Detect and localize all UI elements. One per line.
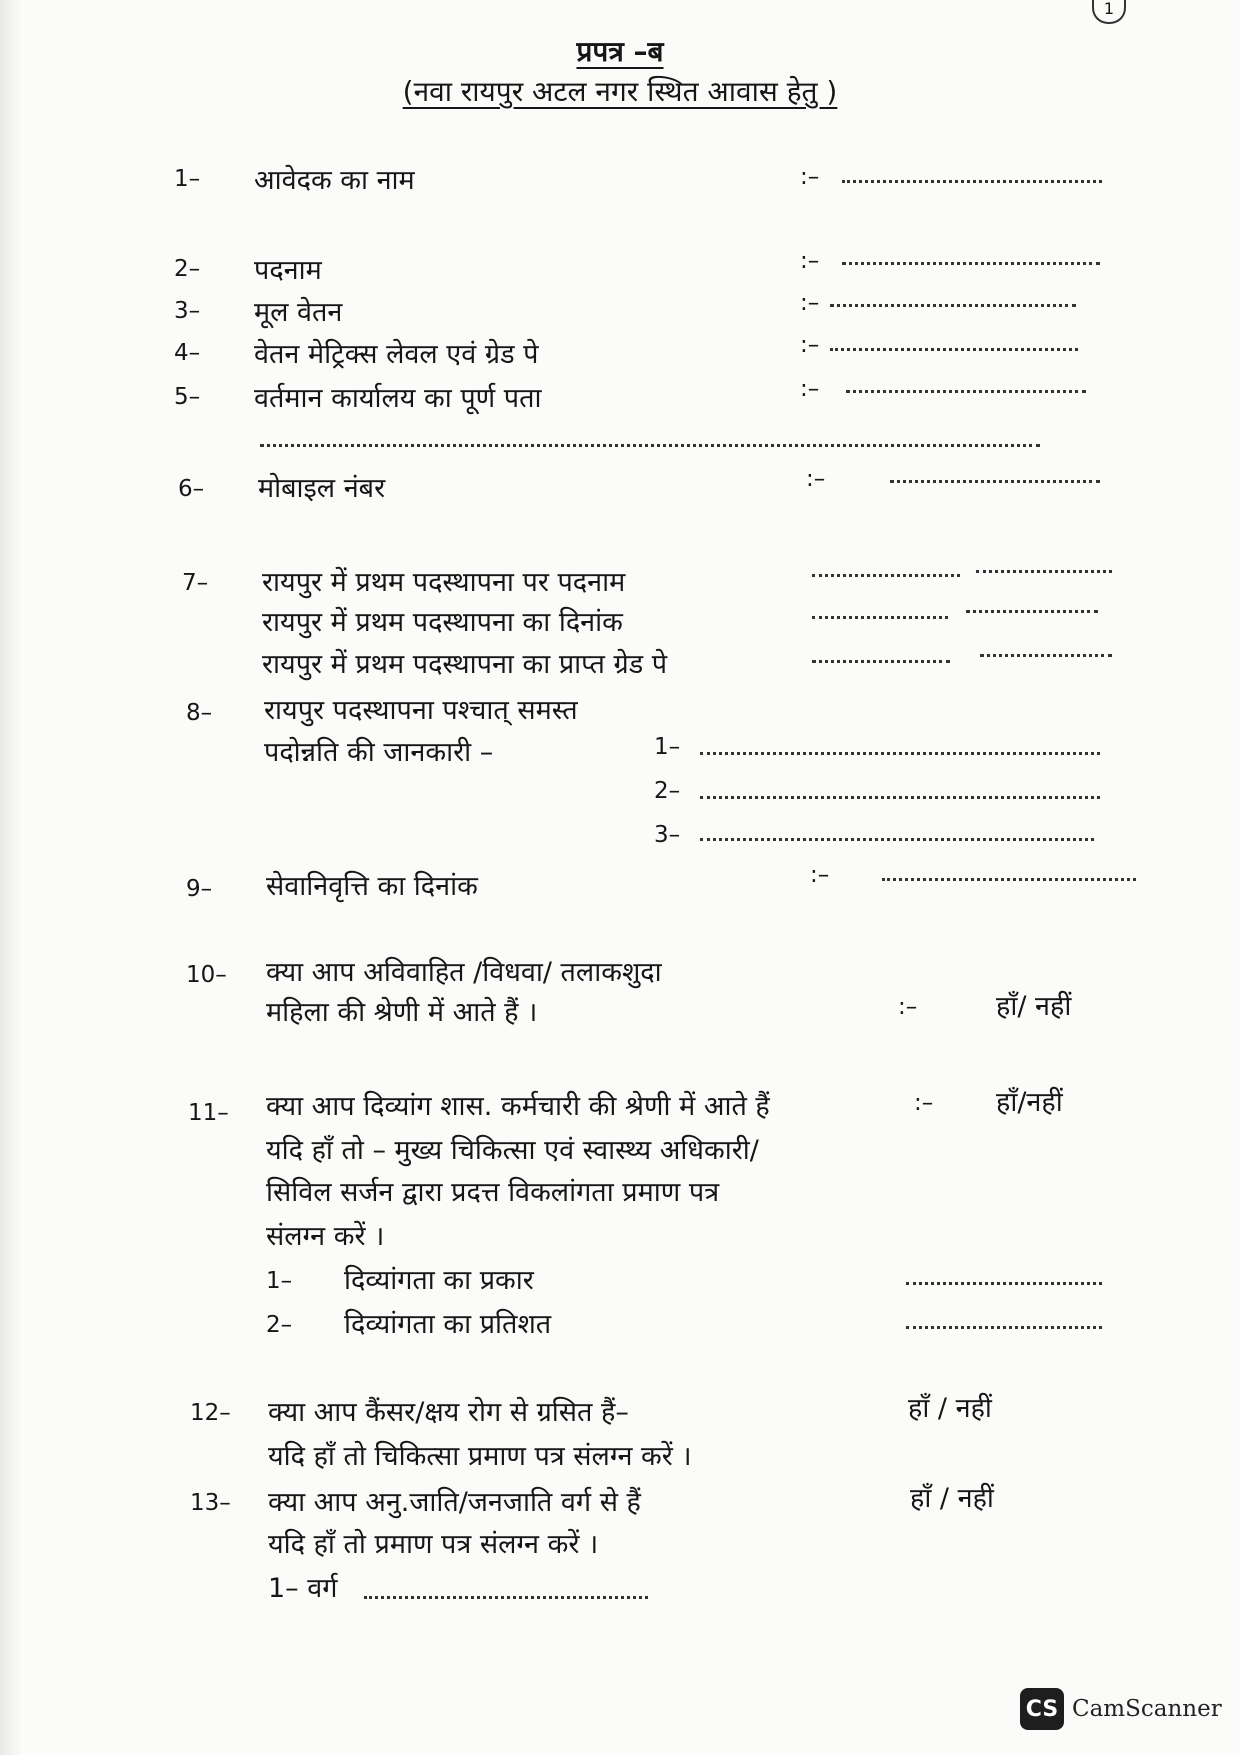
retirement-date-field[interactable] [882,878,1136,881]
first-posting-grade-pay-field[interactable] [812,660,950,663]
item-number: 6– [178,476,205,502]
disability-type-field[interactable] [906,1282,1102,1285]
pay-matrix-label: वेतन मेट्रिक्स लेवल एवं ग्रेड पे [254,339,539,370]
disabled-employee-label-4: संलग्न करें । [266,1221,385,1252]
mobile-number-field[interactable] [890,480,1100,483]
colon-separator: :– [898,994,918,1020]
colon-separator: :– [800,248,820,274]
designation-label: पदनाम [254,255,322,286]
category-label: 1– वर्ग [268,1573,338,1604]
disability-sub-number: 1– [266,1268,293,1294]
pay-matrix-field[interactable] [830,348,1078,351]
colon-separator: :– [800,164,820,190]
item-number: 8– [186,700,213,726]
promotion-sub-number: 2– [654,778,681,804]
item-number: 4– [174,340,201,366]
promotion-sub-number: 3– [654,822,681,848]
promotion-info-label: रायपुर पदस्थापना पश्चात् समस्त [264,695,578,726]
item-number: 9– [186,876,213,902]
yes-no-option[interactable]: हॉं/ नहीं [996,991,1072,1022]
unmarried-widow-divorced-label: क्या आप अविवाहित /विधवा/ तलाकशुदा [266,957,662,988]
category-field[interactable] [364,1596,648,1599]
colon-separator: :– [810,862,830,888]
camscanner-logo-icon: CS [1020,1688,1064,1730]
camscanner-watermark [1020,1688,1222,1730]
office-address-field-line2[interactable] [260,444,1040,447]
yes-no-option[interactable]: हॉं / नहीं [910,1483,994,1514]
first-posting-date-field[interactable] [812,616,948,619]
cancer-tb-label: क्या आप कैंसर/क्षय रोग से ग्रसित हैं– [268,1397,629,1428]
promotion-sub-number: 1– [654,734,681,760]
item-number: 2– [174,256,201,282]
disability-percentage-label: दिव्यांगता का प्रतिशत [344,1309,552,1340]
promotion-1-field[interactable] [700,752,1100,755]
yes-no-option[interactable]: हॉं/नहीं [996,1087,1063,1118]
item-number: 7– [182,570,209,596]
office-address-label: वर्तमान कार्यालय का पूर्ण पता [254,383,542,414]
first-posting-designation-label: रायपुर में प्रथम पदस्थापना पर पदनाम [262,567,626,598]
first-posting-date-field-2[interactable] [966,610,1098,613]
retirement-date-label: सेवानिवृत्ति का दिनांक [266,871,478,902]
promotion-2-field[interactable] [700,796,1100,799]
colon-separator: :– [800,290,820,316]
item-number: 13– [190,1490,231,1516]
mobile-number-label: मोबाइल नंबर [258,473,386,504]
colon-separator: :– [914,1090,934,1116]
colon-separator: :– [800,332,820,358]
yes-no-option[interactable]: हॉं / नहीं [908,1393,992,1424]
sc-st-label-2: यदि हॉं तो प्रमाण पत्र संलग्न करें । [268,1529,599,1560]
office-address-field[interactable] [846,390,1086,393]
item-number: 5– [174,384,201,410]
first-posting-designation-field-2[interactable] [976,570,1112,573]
disability-type-label: दिव्यांगता का प्रकार [344,1265,534,1296]
designation-field[interactable] [842,262,1100,265]
disabled-employee-label: क्या आप दिव्यांग शास. कर्मचारी की श्रेणी में आते हैं [266,1091,770,1122]
first-posting-grade-pay-label: रायपुर में प्रथम पदस्थापना का प्राप्त ग्रेड पे [262,649,668,680]
applicant-name-field[interactable] [842,180,1102,183]
basic-pay-label: मूल वेतन [254,297,343,328]
form-subtitle: (नवा रायपुर अटल नगर स्थित आवास हेतु ) [402,75,838,108]
camscanner-text: CamScanner [1072,1696,1222,1722]
first-posting-grade-pay-field-2[interactable] [980,654,1112,657]
cancer-tb-label-2: यदि हॉं तो चिकित्सा प्रमाण पत्र संलग्न करें । [268,1441,692,1472]
disabled-employee-label-3: सिविल सर्जन द्वारा प्रदत्त विकलांगता प्रमाण पत्र [266,1177,720,1208]
item-number: 3– [174,298,201,324]
page-number: 1 [1092,0,1126,24]
first-posting-designation-field[interactable] [812,574,960,577]
scan-edge [0,0,22,1755]
colon-separator: :– [806,466,826,492]
item-number: 11– [188,1100,229,1126]
colon-separator: :– [800,376,820,402]
item-number: 10– [186,962,227,988]
disability-sub-number: 2– [266,1312,293,1338]
disabled-employee-label-2: यदि हॉं तो – मुख्य चिकित्सा एवं स्वास्थ्य अधिकारी/ [266,1135,759,1166]
promotion-info-label-2: पदोन्नति की जानकारी – [264,737,494,768]
applicant-name-label: आवेदक का नाम [254,165,415,196]
promotion-3-field[interactable] [700,838,1094,841]
unmarried-widow-divorced-label-2: महिला की श्रेणी में आते हैं । [266,997,538,1028]
item-number: 1– [174,166,201,192]
basic-pay-field[interactable] [830,304,1076,307]
form-title: प्रपत्र –ब [576,35,664,68]
first-posting-date-label: रायपुर में प्रथम पदस्थापना का दिनांक [262,607,623,638]
item-number: 12– [190,1400,231,1426]
disability-percentage-field[interactable] [906,1326,1102,1329]
sc-st-label: क्या आप अनु.जाति/जनजाति वर्ग से हैं [268,1487,641,1518]
